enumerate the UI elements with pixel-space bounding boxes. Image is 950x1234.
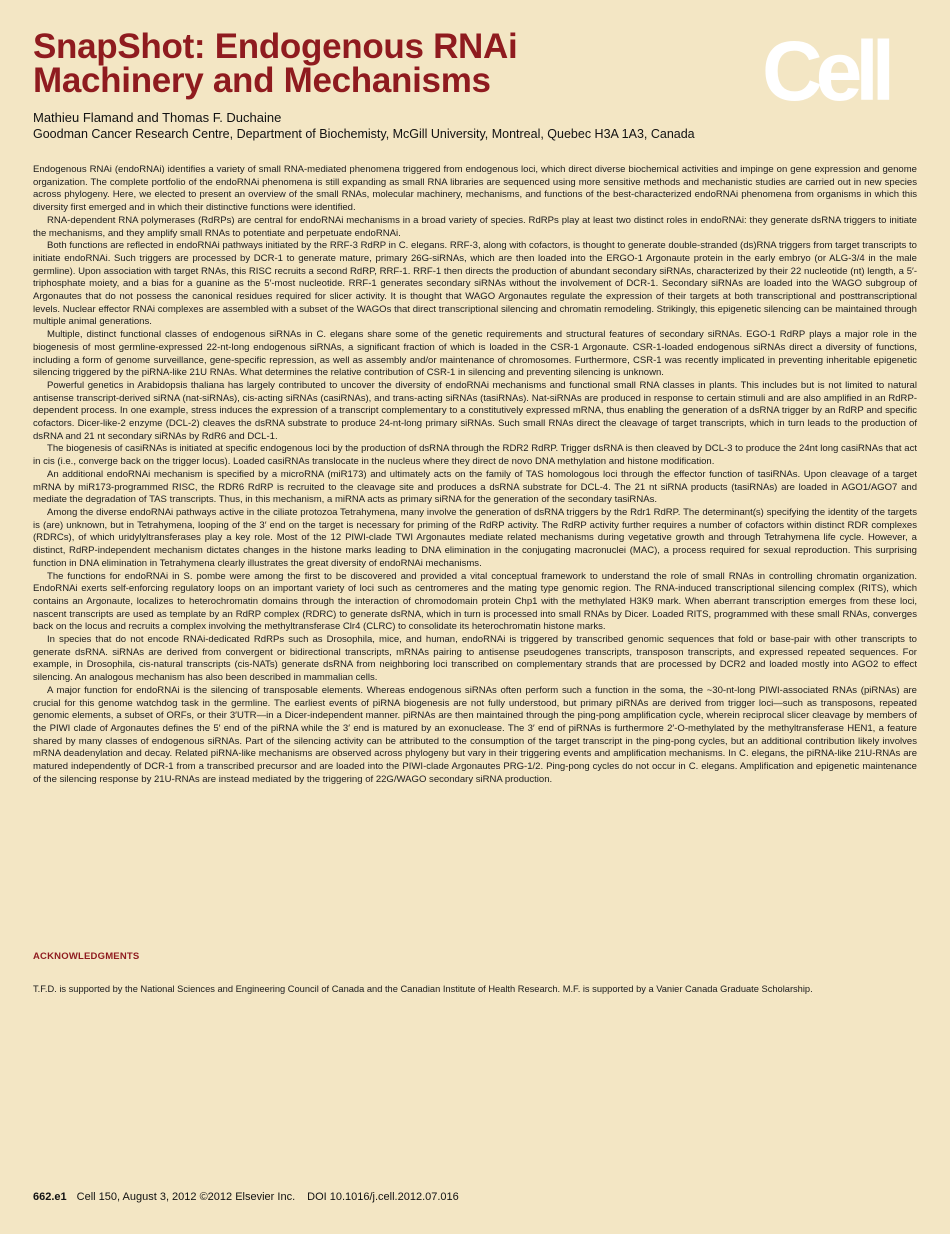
page-number: 662.e1 bbox=[33, 1191, 67, 1203]
cell-logo-graphic bbox=[760, 22, 930, 112]
paragraph-intro: Endogenous RNAi (endoRNAi) identifies a variety of small RNA-mediated phenomena triggered from endogenous loci, which direct diverse biochemical activities and impinge on gene expression and genome organization. The complete portfolio of the endoRNAi phenomena is still expanding as small RNA libraries are sequenced using more sensitive methods and mechanistic studies are carried out in new species across phylogeny. Here, we elected to present an overview of the small RNAs, molecular machinery, mechanisms, and functions of the best-characterized endoRNAi phenomena from organisms in which this diversity first emerged and in which their distinctive functions were identified. bbox=[33, 164, 917, 214]
title-line-1: SnapShot: Endogenous RNAi bbox=[33, 27, 518, 66]
affiliation: Goodman Cancer Research Centre, Department of Biochemisty, McGill University, Montreal, Quebec H3A 1A3, Canada bbox=[33, 127, 695, 141]
paragraph-rdrps: RNA-dependent RNA polymerases (RdRPs) are central for endoRNAi mechanisms in a broad variety of species. RdRPs play at least two distinct roles in endoRNAi: they generate dsRNA triggers to initiate the mechanisms, and they amplify small RNAs to potentiate and perpetuate endoRNAi. bbox=[33, 214, 917, 239]
paragraph-tetrahymena: Among the diverse endoRNAi pathways active in the ciliate protozoa Tetrahymena, many involve the generation of dsRNA triggers by the Rdr1 RdRP. The determinant(s) specifying the identity of the targets is (are) unknown, but in Tetrahymena, looping of the 3′ end on the target is necessary for priming of the RdRP activity. The RdRP activity further requires a number of cofactors within distinct RDR complexes (RDRCs), of which uridylyltransferases play a key role. Most of the 12 PIWI-clade TWI Argonautes mediate related mechanisms during vegetative growth and through Tetrahymena life cycle. However, a distinct, RdRP-independent mechanism dictates changes in the histone marks leading to DNA elimination in the conjugating macronuclei (MAC), a process required for sexual reproduction. This surprising function in DNA elimination in Tetrahymena clearly illustrates the great diversity of endoRNAi mechanisms. bbox=[33, 506, 917, 569]
paragraph-pirnas: A major function for endoRNAi is the silencing of transposable elements. Whereas endogenous siRNAs often perform such a function in the soma, the ~30-nt-long PIWI-associated RNAs (piRNAs) are crucial for this genome watchdog task in the germline. The earliest events of piRNA biogenesis are not fully understood, but primary piRNAs are derived from trigger loci—such as transposons, repeated genomic elements, a subset of ORFs, or their 3′UTR—in a Dicer-independent manner. piRNAs are then maintained through the ping-pong amplification cycle, wherein reciprocal slicer cleavage by members of the PIWI clade of Argonautes defines the 5′ end of the piRNA while the 3′ end is matured by an exonuclease. The 3′ end of piRNAs is furthermore 2′-O-methylated by the methyltransferase HEN1, a feature shared by many classes of endogenous siRNAs. Part of the silencing activity can be attributed to the consumption of the target transcript in the ping-pong cycles, but an additional contribution likely involves mRNA deadenylation and decay. Related piRNA-like mechanisms are observed across phylogeny but vary in their triggering events and amplification mechanisms. In C. elegans, the piRNA-like 21U-RNAs are matured independently of DCR-1 from a transcribed precursor and are loaded into the PIWI-clade Argonautes PRG-1/2. Ping-pong cycles do not occur in C. elegans. Amplification and epigenetic maintenance of the silencing response by 21U-RNAs are instead mediated by the triggering of 22G/WAGO secondary siRNA production. bbox=[33, 684, 917, 785]
paragraph-rrf3: Both functions are reflected in endoRNAi pathways initiated by the RRF-3 RdRP in C. elegans. RRF-3, along with cofactors, is thought to generate double-stranded (ds)RNA triggers from target transcripts to initiate endoRNAi. Such triggers are processed by DCR-1 to generate mature, primary 26G-siRNAs, which are then loaded into the ERGO-1 Argonaute protein in the early embryo (or ALG-3/4 in the male germline). Upon association with target RNAs, this RISC recruits a second RdRP, RRF-1. RRF-1 then directs the production of abundant secondary siRNAs, characterized by their 22 nucleotide (nt) length, a 5′-triphosphate moiety, and a bias for a guanine as the 5′-most nucleotide. RRF-1 generates secondary siRNAs without the involvement of DCR-1. Secondary siRNAs are loaded into the WAGO subgroup of Argonautes that do not possess the canonical residues required for slicer activity. It is thought that WAGO Argonautes regulate the expression of their targets at both transcriptional and posttranscriptional levels. Nuclear effector RNAi complexes are assembled with a subset of the WAGOs that direct transcriptional silencing and chromatin remodeling. Strikingly, this epigenetic silencing can be maintained through multiple animal generations. bbox=[33, 240, 917, 328]
paragraph-arabidopsis: Powerful genetics in Arabidopsis thaliana has largely contributed to uncover the diversity of endoRNAi mechanisms and functional small RNA classes in plants. This includes but is not limited to natural antisense transcript-derived siRNA (nat-siRNAs), cis-acting siRNAs (casiRNAs), and trans-acting siRNAs (tasiRNAs). Nat-siRNAs are produced in response to certain stimuli and are also amplified in an RdRP-dependent process. In one example, stress induces the expression of a transcript complementary to a constitutively expressed mRNA, thus enabling the generation of a dsRNA trigger by an RdRP and specific cofactors. Dicer-like-2 enzyme (DCL-2) cleaves the dsRNA substrate to produce 24-nt-long primary siRNAs. Such small RNAs direct the cleavage of target transcripts, which in turn leads to the production of dsRNA and 21 nt secondary siRNAs by RdR6 and DCL-1. bbox=[33, 379, 917, 442]
acknowledgments-heading: ACKNOWLEDGMENTS bbox=[33, 951, 140, 962]
doi-link[interactable]: DOI 10.1016/j.cell.2012.07.016 bbox=[307, 1191, 459, 1203]
authors: Mathieu Flamand and Thomas F. Duchaine bbox=[33, 110, 282, 125]
acknowledgments-text: T.F.D. is supported by the National Sciences and Engineering Council of Canada and the Canadian Institute of Health Research. M.F. is supported by a Vanier Canada Graduate Scholarship. bbox=[33, 984, 813, 994]
cell-logo bbox=[760, 22, 930, 112]
paragraph-csr1: Multiple, distinct functional classes of endogenous siRNAs in C. elegans share some of the genetic requirements and structural features of secondary siRNAs. EGO-1 RdRP plays a major role in the biogenesis of most germline-expressed 22-nt-long endogenous siRNAs, a significant fraction of which is loaded in the CSR-1 Argonaute. CSR-1-loaded endogenous siRNAs direct a diversity of functions, including a form of genome surveillance, gene-specific repression, as well as assembly and/or maintenance of chromosomes. Furthermore, CSR-1 was recently implicated in preventing inheritable epigenetic silencing triggered by the piRNA-like 21U RNAs. What determines the relative contribution of CSR-1 in silencing and preventing silencing is unknown. bbox=[33, 329, 917, 379]
article-body bbox=[33, 164, 917, 786]
paragraph-tasirnas: An additional endoRNAi mechanism is specified by a microRNA (miR173) and ultimately acts on the family of TAS homologous loci through the effector function of tasiRNAs. Upon cleavage of a target mRNA by miR173-programmed RISC, the RDR6 RdRP is recruited to the cleavage site and produces a dsRNA substrate for DCL-4. The 21 nt siRNA products (tasiRNAs) are loaded in AGO1/AGO7 and mediate the degradation of TAS transcripts. Thus, in this mechanism, a miRNA acts as primary siRNA for the generation of the secondary tasiRNAs. bbox=[33, 468, 917, 506]
citation: Cell 150, August 3, 2012 ©2012 Elsevier Inc. bbox=[76, 1191, 296, 1203]
title-line-2: Machinery and Mechanisms bbox=[33, 61, 491, 100]
paragraph-casirnas: The biogenesis of casiRNAs is initiated at specific endogenous loci by the production of dsRNA through the RDR2 RdRP. Trigger dsRNA is then cleaved by DCL-3 to produce the 24nt long casiRNAs that act in cis (i.e., converge back on the trigger locus). Loaded casiRNAs translocate in the nucleus where they direct de novo DNA methylation and histone modification. bbox=[33, 443, 917, 468]
page-title bbox=[33, 27, 733, 100]
paragraph-drosophila: In species that do not encode RNAi-dedicated RdRPs such as Drosophila, mice, and human, endoRNAi is triggered by transcribed genomic sequences that fold or base-pair with other transcripts to generate dsRNA. siRNAs are derived from convergent or bidirectional transcripts, mRNAs pairing to antisense pseudogenes transcripts, transposon transcripts, and expressed repeated sequences. For example, in Drosophila, cis-natural transcripts (cis-NATs) generate dsRNA from neighboring loci transcribed on complementary strands that are processed by DCR2 and loaded mostly into AGO2 to effect silencing. An analogous mechanism has also been described in mammalian cells. bbox=[33, 634, 917, 684]
paragraph-spombe: The functions for endoRNAi in S. pombe were among the first to be discovered and provided a vital conceptual framework to understand the role of small RNAs in controlling chromatin organization. EndoRNAi exerts self-enforcing regulatory loops on an important variety of loci such as centromeres and the mating type genomic region. The RNA-induced transcriptional silencing complex (RITS), which contains an Argonaute, localizes to heterochromatin domains through the interaction of chromodomain protein Chp1 with the methylated H3K9 mark. When aberrant transcription emerges from these loci, nascent transcripts are used as template by an RdRP complex (RDRC) to generate dsRNA, which in turn is processed into small RNAs by Dicer. Loaded RITS, programmed with these small RNAs, converges back on the locus and recruits a complex involving the methyltransferase Clr4 (CLRC) to consolidate its heterochromatin histone marks. bbox=[33, 570, 917, 633]
cell-logo-text: Cell bbox=[762, 24, 889, 112]
page-footer bbox=[33, 1190, 459, 1204]
